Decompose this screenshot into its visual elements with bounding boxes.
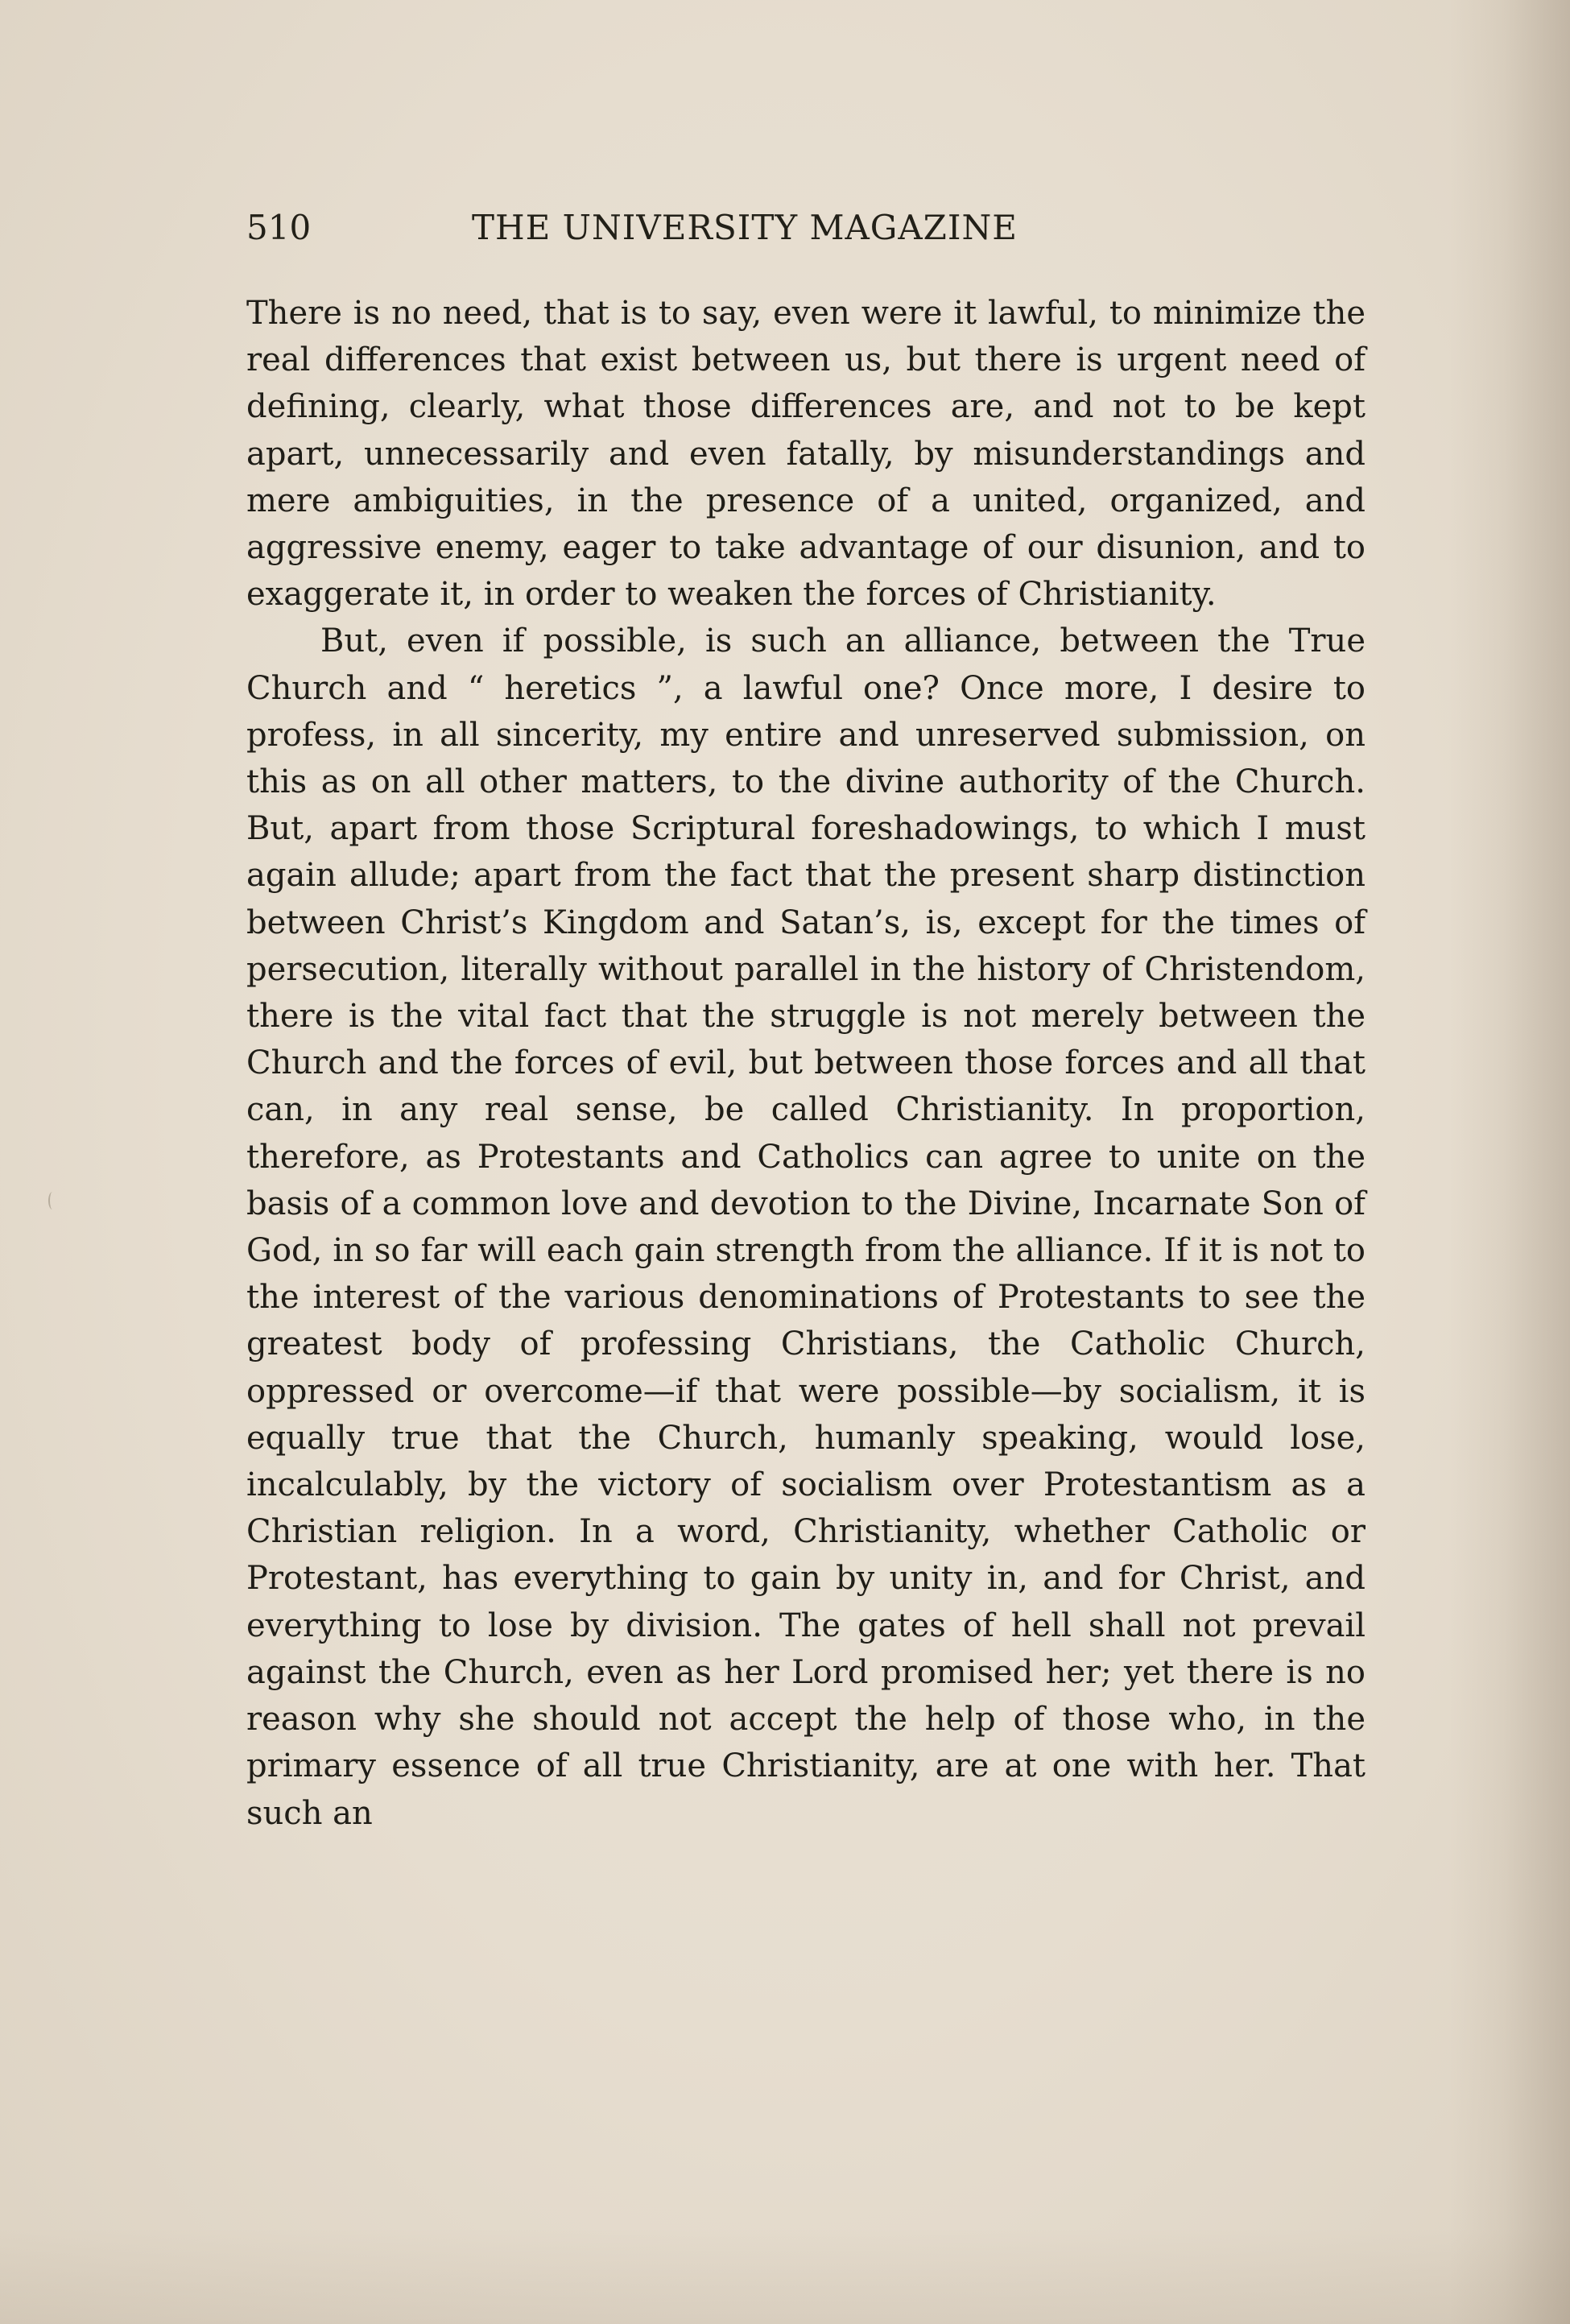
margin-mark [48, 1192, 56, 1210]
page-edge-shadow [1449, 0, 1570, 2324]
page-number: 510 [246, 208, 312, 247]
body-text [246, 290, 1365, 1837]
running-title: THE UNIVERSITY MAGAZINE [472, 208, 1018, 247]
page-bottom-shadow [0, 2227, 1570, 2324]
paragraph-2: But, even if possible, is such an alliance, between the True Church and “ heretics ”, a lawful one? Once more, I desire to profess, in all sincerity, my entire and unreserved submission, on this as on all other matters, to the divine authority of the Church. But, apart from those Scriptural foreshadowings, to which I must again allude; apart from the fact that the present sharp distinction between Christ’s Kingdom and Satan’s, is, except for the times of persecution, literally without parallel in the history of Christendom, there is the vital fact that the struggle is not merely between the Church and the forces of evil, but between those forces and all that can, in any real sense, be called Christianity. In proportion, therefore, as Protestants and Catholics can agree to unite on the basis of a common love and devotion to the Divine, Incarnate Son of God, in so far will each gain strength from the alliance. If it is not to the interest of the various denominations of Protestants to see the greatest body of professing Christians, the Catholic Church, oppressed or overcome—if that were possible—by socialism, it is equally true that the Church, humanly speaking, would lose, incalculably, by the victory of socialism over Protestantism as a Christian religion. In a word, Christianity, whether Catholic or Protestant, has everything to gain by unity in, and for Christ, and everything to lose by division. The gates of hell shall not prevail against the Church, even as her Lord promised her; yet there is no reason why she should not accept the help of those who, in the primary essence of all true Christianity, are at one with her. That such an [246, 622, 1365, 1832]
running-header [246, 208, 1365, 256]
paragraph-1: There is no need, that is to say, even were it lawful, to minimize the real differences that exist between us, but there is urgent need of defining, clearly, what those differences are, and not to be kept apart, unnecessarily and even fatally, by misunderstandings and mere ambiguities, in the presence of a united, organized, and aggressive enemy, eager to take advantage of our disunion, and to exaggerate it, in order to weaken the forces of Christianity. [246, 295, 1365, 614]
